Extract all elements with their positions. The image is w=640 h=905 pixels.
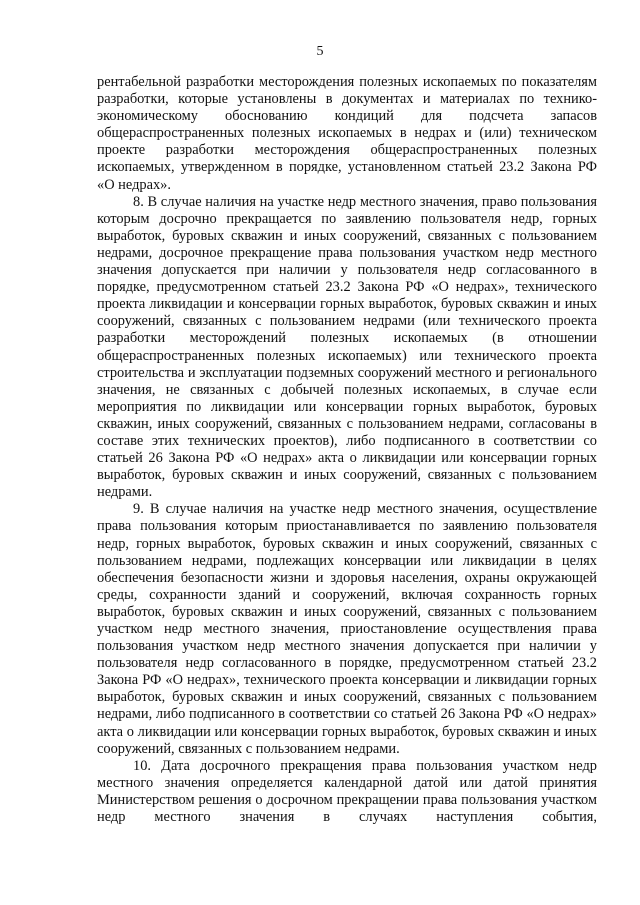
paragraph-item-10: 10. Дата досрочного прекращения права пользования участком недр местного значения определяется календарной датой или датой принятия Министерством решения о досрочном прекращении права пользования участком недр местного значения в случаях наступления события, <box>97 757 597 826</box>
paragraph-item-8: 8. В случае наличия на участке недр местного значения, право пользования которым досрочно прекращается по заявлению пользователя недр, горных выработок, буровых скважин и иных сооружений, связанных с пользованием недрами, досрочное прекращение права пользования участком недр местного значения допускается при наличии у пользователя недр согласованного в порядке, предусмотренном статьей 23.2 Закона РФ «О недрах», технического проекта ликвидации и консервации горных выработок, буровых скважин и иных сооружений, связанных с пользованием недрами (или технического проекта разработки месторождений полезных ископаемых (в отношении общераспространенных полезных ископаемых) или технического проекта строительства и эксплуатации подземных сооружений местного и регионального значения, не связанных с добычей полезных ископаемых, в случае если мероприятия по ликвидации или консервации горных выработок, буровых скважин, иных сооружений, связанных с пользованием недрами, согласованы в составе этих технических проектов), либо подписанного в соответствии со статьей 26 Закона РФ «О недрах» акта о ликвидации или консервации горных выработок, буровых скважин и иных сооружений, связанных с пользованием недрами. <box>97 193 597 501</box>
paragraph-item-9: 9. В случае наличия на участке недр местного значения, осуществление права пользования которым приостанавливается по заявлению пользователя недр, горных выработок, буровых скважин и иных сооружений, связанных с пользованием недрами, подлежащих консервации или ликвидации в целях обеспечения безопасности жизни и здоровья населения, охраны окружающей среды, сохранности зданий и сооружений, включая сохранность горных выработок, буровых скважин и иных сооружений, связанных с пользованием участком недр местного значения, приостановление осуществления права пользования участком недр местного значения допускается при наличии у пользователя недр согласованного в порядке, предусмотренном статьей 23.2 Закона РФ «О недрах», технического проекта консервации и ликвидации горных выработок, буровых скважин и иных сооружений, связанных с пользованием недрами, либо подписанного в соответствии со статьей 26 Закона РФ «О недрах» акта о ликвидации или консервации горных выработок, буровых скважин и иных сооружений, связанных с пользованием недрами. <box>97 501 597 757</box>
page-number: 5 <box>316 44 324 59</box>
paragraph-continuation: рентабельной разработки месторождения полезных ископаемых по показателям разработки, которые установлены в документах и материалах по технико-экономическому обоснованию кондиций для подсчета запасов общераспространенных полезных ископаемых в недрах и (или) техническом проекте разработки месторождения общераспространенных полезных ископаемых, утвержденном в порядке, установленном статьей 23.2 Закона РФ «О недрах». <box>97 74 597 193</box>
document-body <box>97 74 597 826</box>
